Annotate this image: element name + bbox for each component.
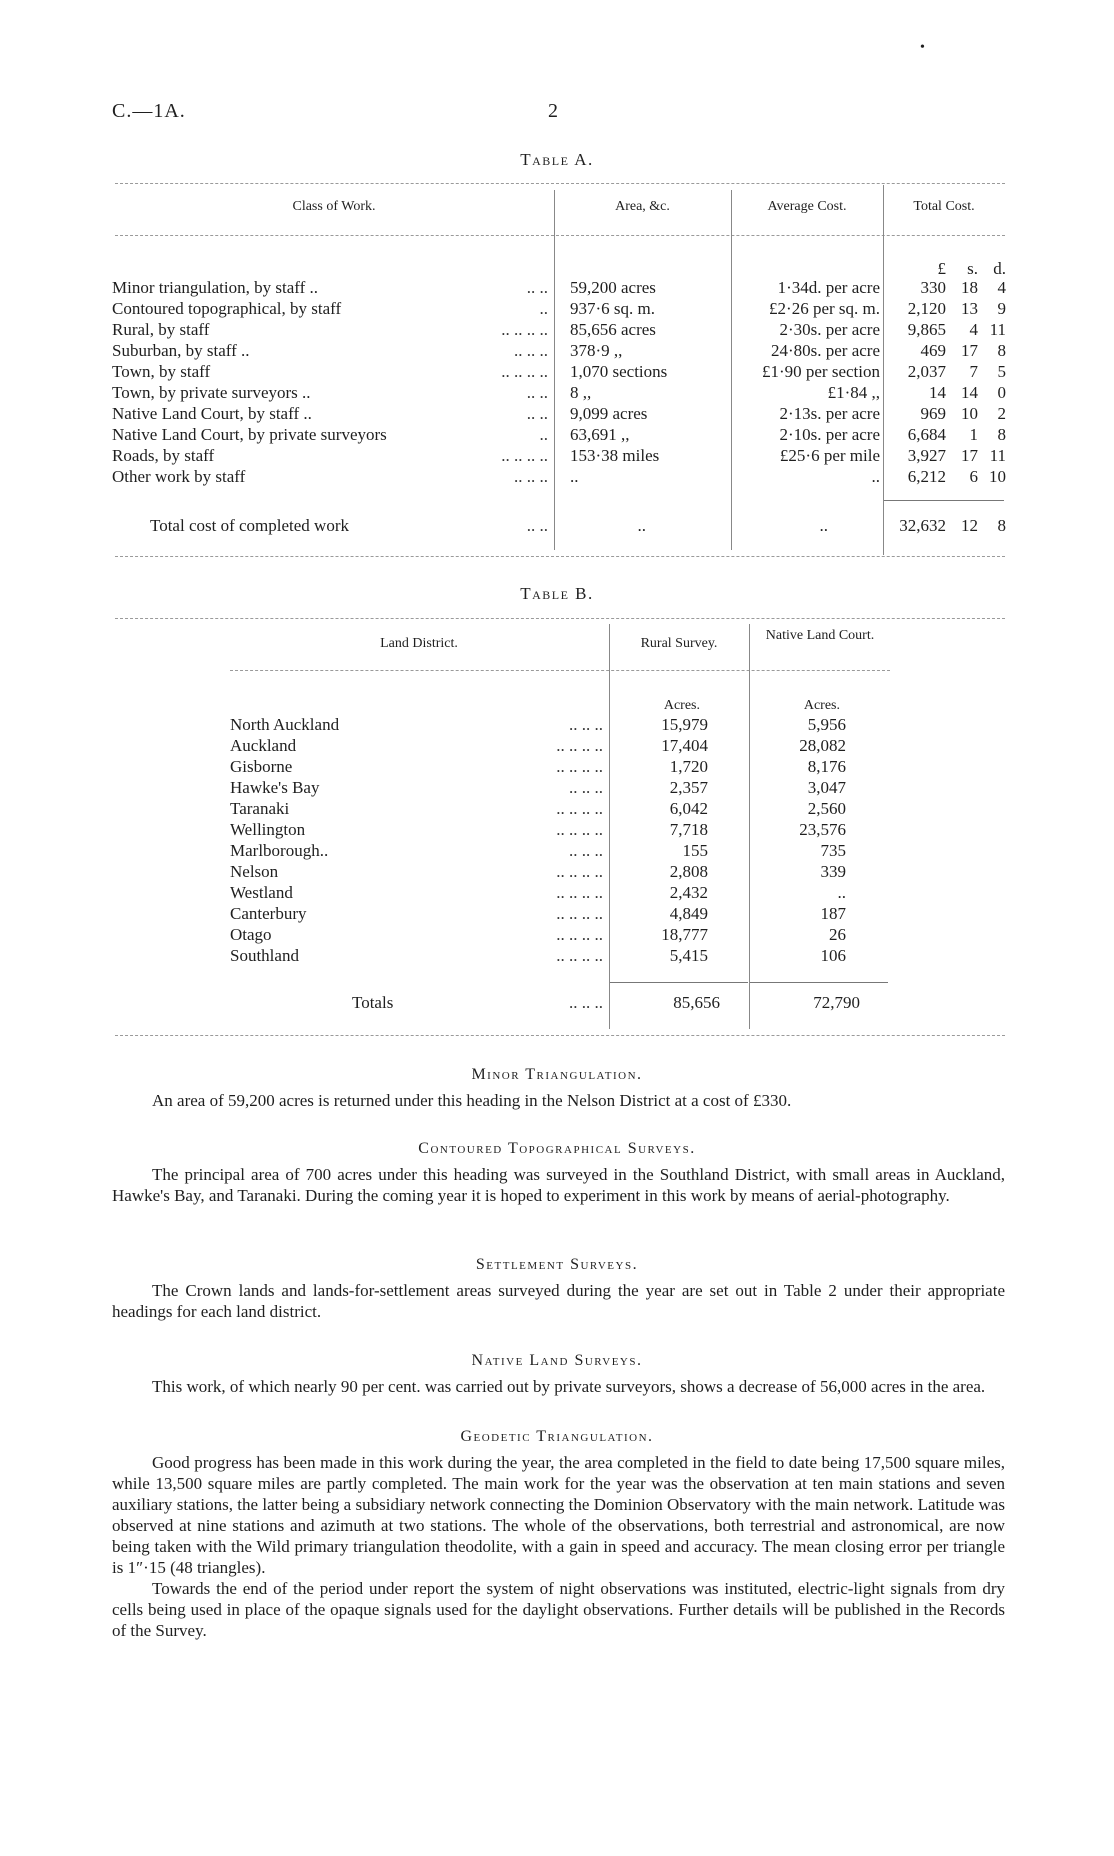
paragraph: The Crown lands and lands-for-settlement areas surveyed during the year are set out in Table 2 under their appropriate headings for each land district. (112, 1281, 1005, 1321)
paragraph: Good progress has been made in this work during the year, the area completed in the field to date being 17,500 square miles, while 13,500 square miles are partly completed. The main work for the year was the observation at ten main stations and seven auxiliary stations, the latter being a subsidiary network connecting the Dominion Observatory with the main network. Latitude was observed at nine stations and azimuth at two stations. The whole of the observations, both terrestrial and astronomical, are now being taken with the Wild primary triangulation theodolite, with a gain in speed and accuracy. The mean closing error per triangle is 1″·15 (48 triangles). (112, 1453, 1005, 1577)
page-number: 2 (548, 100, 558, 122)
paragraph: The principal area of 700 acres under this heading was surveyed in the Southland District, with small areas in Auckland, Hawke's Bay, and Taranaki. During the coming year it is hoped to experiment in this work by means of aerial-photography. (112, 1165, 1005, 1205)
table-a-row-area: 937·6 sq. m. (570, 299, 655, 318)
table-a-total-area: .. (637, 516, 646, 535)
table-b-row-native: 5,956 (807, 715, 846, 734)
table-a-row-label: Rural, by staff (112, 320, 210, 339)
table-b-row-district: Gisborne (230, 757, 293, 776)
paragraph: An area of 59,200 acres is returned under this heading in the Nelson District at a cost of £330. (152, 1091, 792, 1110)
table-b-row-native: 28,082 (799, 736, 846, 755)
table-a-row-pence: 10 (989, 467, 1006, 486)
table-b-row-rural: 4,849 (669, 904, 708, 923)
table-a-header-avg: Average Cost. (767, 199, 847, 214)
table-a-bottom-rule (115, 556, 1005, 557)
table-a-row-shillings: 18 (961, 278, 978, 297)
table-a-row-pence: 2 (997, 404, 1006, 423)
table-b-totals-native: 72,790 (813, 993, 860, 1012)
table-a-row-leader: .. .. .. .. (501, 320, 548, 339)
table-b-row-leader: .. .. .. .. (556, 946, 603, 965)
table-a-row-shillings: 10 (961, 404, 978, 423)
table-b-row-leader: .. .. .. (569, 778, 603, 797)
table-b-unit-native: Acres. (803, 698, 840, 713)
table-b-row-native: 187 (820, 904, 846, 923)
table-b-row-district: Wellington (230, 820, 306, 839)
table-a-row-leader: .. .. .. .. (501, 362, 548, 381)
table-a-total-shillings: 12 (961, 516, 978, 535)
table-a-row-label: Suburban, by staff .. (112, 341, 250, 360)
table-b-row-rural: 1,720 (669, 757, 708, 776)
table-b-row-native: 735 (820, 841, 846, 860)
table-a-row-pounds: 469 (920, 341, 946, 360)
table-a-row-label: Other work by staff (112, 467, 246, 486)
table-a-row-pence: 0 (997, 383, 1006, 402)
table-b-row-rural: 5,415 (669, 946, 708, 965)
table-b-row-district: Southland (230, 946, 299, 965)
table-b-row-district: Nelson (230, 862, 279, 881)
table-b-row-rural: 2,432 (669, 883, 708, 902)
table-a-row-label: Contoured topographical, by staff (112, 299, 342, 318)
table-a-row-pounds: 330 (920, 278, 946, 297)
table-a-row-pence: 11 (989, 446, 1006, 465)
table-a-row-area: 153·38 miles (570, 446, 660, 465)
table-a-row-avg: 1·34d. per acre (777, 278, 880, 297)
section-body-contoured-surveys (112, 1164, 1005, 1206)
table-a-row-area: 63,691 ,, (570, 425, 630, 444)
table-a-row-label: Roads, by staff (112, 446, 215, 465)
table-a-row-leader: .. .. .. (514, 341, 548, 360)
table-b-row-leader: .. .. .. .. (556, 862, 603, 881)
page-mark: • (920, 40, 925, 55)
table-b-total-rule-2 (750, 982, 888, 983)
table-b-row-district: Westland (230, 883, 293, 902)
table-a-row-leader: .. .. (526, 278, 548, 297)
table-b-row-native: 339 (820, 862, 846, 881)
section-body-geodetic-triangulation (112, 1452, 1005, 1641)
table-a-row-pounds: 6,684 (907, 425, 946, 444)
table-b-row-leader: .. .. .. (569, 841, 603, 860)
table-a-row-shillings: 1 (969, 425, 978, 444)
table-a-row-label: Town, by staff (112, 362, 211, 381)
table-b-row-native: 23,576 (799, 820, 846, 839)
table-b-row-leader: .. .. .. .. (556, 883, 603, 902)
table-a-row-avg: £1·90 per section (761, 362, 880, 381)
section-title-settlement-surveys: Settlement Surveys. (475, 1256, 639, 1273)
table-a-row-avg: 2·10s. per acre (779, 425, 880, 444)
table-a-row-pence: 11 (989, 320, 1006, 339)
section-title-minor-triangulation: Minor Triangulation. (471, 1066, 643, 1083)
table-a-header-total: Total Cost. (913, 199, 975, 214)
table-b-row-district: Marlborough.. (230, 841, 329, 860)
table-b-header-rural: Rural Survey. (640, 636, 718, 651)
table-b-row-district: Auckland (230, 736, 297, 755)
table-b-row-district: Taranaki (230, 799, 290, 818)
table-a-row-label: Town, by private surveyors .. (112, 383, 311, 402)
table-b-row-rural: 2,808 (669, 862, 708, 881)
table-b-totals-rural: 85,656 (673, 993, 720, 1012)
table-a-row-shillings: 14 (961, 383, 978, 402)
table-b-row-native: 106 (820, 946, 846, 965)
unit-pounds: £ (937, 259, 946, 278)
table-a-total-pence: 8 (997, 516, 1006, 535)
table-b-row-native: 26 (829, 925, 846, 944)
table-a-row-area: 85,656 acres (570, 320, 656, 339)
table-b-row-rural: 18,777 (661, 925, 708, 944)
table-b-unit-rural: Acres. (663, 698, 700, 713)
table-a-title: Table A. (520, 150, 594, 169)
table-b-row-rural: 155 (682, 841, 708, 860)
table-a-row-avg: £1·84 ,, (827, 383, 880, 402)
table-a-row-label: Native Land Court, by private surveyors (112, 425, 387, 444)
table-a-total-pounds: 32,632 (899, 516, 946, 535)
table-a-row-label: Minor triangulation, by staff .. (112, 278, 319, 297)
table-a-row-avg: £25·6 per mile (779, 446, 880, 465)
unit-shillings: s. (967, 259, 978, 278)
table-b-totals-leader: .. .. .. (569, 993, 603, 1012)
table-a-row-leader: .. (539, 299, 548, 318)
table-a-row-pounds: 9,865 (907, 320, 946, 339)
table-b-row-native: .. (837, 883, 846, 902)
table-b-row-rural: 17,404 (661, 736, 708, 755)
table-a-row-pounds: 14 (929, 383, 946, 402)
table-a-row-label: Native Land Court, by staff .. (112, 404, 312, 423)
table-b-row-district: Otago (230, 925, 272, 944)
table-a-header-area: Area, &c. (615, 199, 670, 214)
table-a-total-label: Total cost of completed work (150, 516, 349, 535)
table-b-row-rural: 15,979 (661, 715, 708, 734)
section-body-minor-triangulation (112, 1090, 1005, 1111)
table-b-totals-label: Totals (352, 993, 394, 1012)
table-a-row-shillings: 6 (969, 467, 978, 486)
table-a-row-area: 59,200 acres (570, 278, 656, 297)
table-b-total-rule-1 (610, 982, 748, 983)
table-a-row-shillings: 7 (969, 362, 978, 381)
table-a-row-area: .. (570, 467, 579, 486)
table-a-row-pounds: 2,037 (907, 362, 946, 381)
table-b-bottom-rule (115, 1035, 1005, 1036)
table-a-row-shillings: 17 (961, 446, 978, 465)
table-b-row-leader: .. .. .. (569, 715, 603, 734)
table-b-row-district: Hawke's Bay (230, 778, 320, 797)
table-b-row-rural: 7,718 (669, 820, 708, 839)
table-a-row-leader: .. .. .. (514, 467, 548, 486)
table-a-row-shillings: 17 (961, 341, 978, 360)
table-a-row-avg: 2·13s. per acre (779, 404, 880, 423)
table-b-row-rural: 2,357 (669, 778, 708, 797)
table-a-row-avg: £2·26 per sq. m. (769, 299, 880, 318)
table-a-row-avg: 24·80s. per acre (770, 341, 880, 360)
table-a-row-pence: 8 (997, 341, 1006, 360)
table-a-row-area: 378·9 ,, (570, 341, 623, 360)
table-b-row-leader: .. .. .. .. (556, 904, 603, 923)
table-a-row-area: 1,070 sections (570, 362, 668, 381)
table-a-row-area: 9,099 acres (570, 404, 648, 423)
table-a-total-leader: .. .. (526, 516, 548, 535)
table-b-row-native: 8,176 (807, 757, 846, 776)
table-a-row-pounds: 969 (920, 404, 946, 423)
table-a-row-pounds: 3,927 (907, 446, 946, 465)
table-a-row-pence: 9 (997, 299, 1006, 318)
table-a-row-pence: 5 (997, 362, 1006, 381)
table-a-row-avg: .. (871, 467, 880, 486)
report-code: C.—1A. (112, 100, 186, 122)
table-b-top-rule (115, 618, 1005, 619)
table-a-row-pence: 8 (997, 425, 1006, 444)
table-a-row-pounds: 2,120 (907, 299, 946, 318)
table-a-row-shillings: 13 (961, 299, 978, 318)
table-b-row-native: 2,560 (807, 799, 846, 818)
table-b-row-district: Canterbury (230, 904, 307, 923)
table-b-header-district: Land District. (380, 636, 458, 651)
table-b-row-leader: .. .. .. .. (556, 925, 603, 944)
table-b-row-rural: 6,042 (669, 799, 708, 818)
table-a-row-leader: .. .. (526, 383, 548, 402)
table-a-row-pounds: 6,212 (907, 467, 946, 486)
table-b-row-leader: .. .. .. .. (556, 799, 603, 818)
table-a-row-leader: .. .. (526, 404, 548, 423)
table-a-total-avg: .. (819, 516, 828, 535)
table-b-row-leader: .. .. .. .. (556, 736, 603, 755)
table-a-row-pence: 4 (997, 278, 1006, 297)
section-title-native-land-surveys: Native Land Surveys. (471, 1352, 643, 1369)
paragraph: Towards the end of the period under report the system of night observations was instituted, electric-light signals from dry cells being used in place of the opaque signals used for the daylight observations. Further details will be published in the Records of the Survey. (112, 1579, 1005, 1640)
table-b-row-leader: .. .. .. .. (556, 757, 603, 776)
table-a-top-rule (115, 183, 1005, 184)
section-body-settlement-surveys (112, 1280, 1005, 1322)
section-title-contoured-surveys: Contoured Topographical Surveys. (418, 1140, 696, 1157)
section-title-geodetic-triangulation: Geodetic Triangulation. (460, 1428, 654, 1445)
table-a-divider-1 (554, 190, 555, 550)
table-a-total-rule (884, 500, 1004, 501)
table-a-row-leader: .. .. .. .. (501, 446, 548, 465)
unit-pence: d. (993, 259, 1006, 278)
table-a-header-rule (115, 235, 1005, 236)
table-b-title: Table B. (520, 584, 594, 603)
table-b-row-leader: .. .. .. .. (556, 820, 603, 839)
table-a-row-shillings: 4 (969, 320, 978, 339)
paragraph: This work, of which nearly 90 per cent. was carried out by private surveyors, shows a decrease of 56,000 acres in the area. (152, 1377, 986, 1396)
table-a-row-area: 8 ,, (570, 383, 592, 402)
table-b-header-rule (230, 670, 890, 671)
table-b-header-native: Native Land Court. (765, 628, 875, 643)
table-a-row-leader: .. (539, 425, 548, 444)
table-a-row-avg: 2·30s. per acre (779, 320, 880, 339)
table-b-row-native: 3,047 (807, 778, 846, 797)
section-body-native-land-surveys (112, 1376, 1005, 1397)
table-b-row-district: North Auckland (230, 715, 340, 734)
table-a-header-class: Class of Work. (292, 199, 376, 214)
